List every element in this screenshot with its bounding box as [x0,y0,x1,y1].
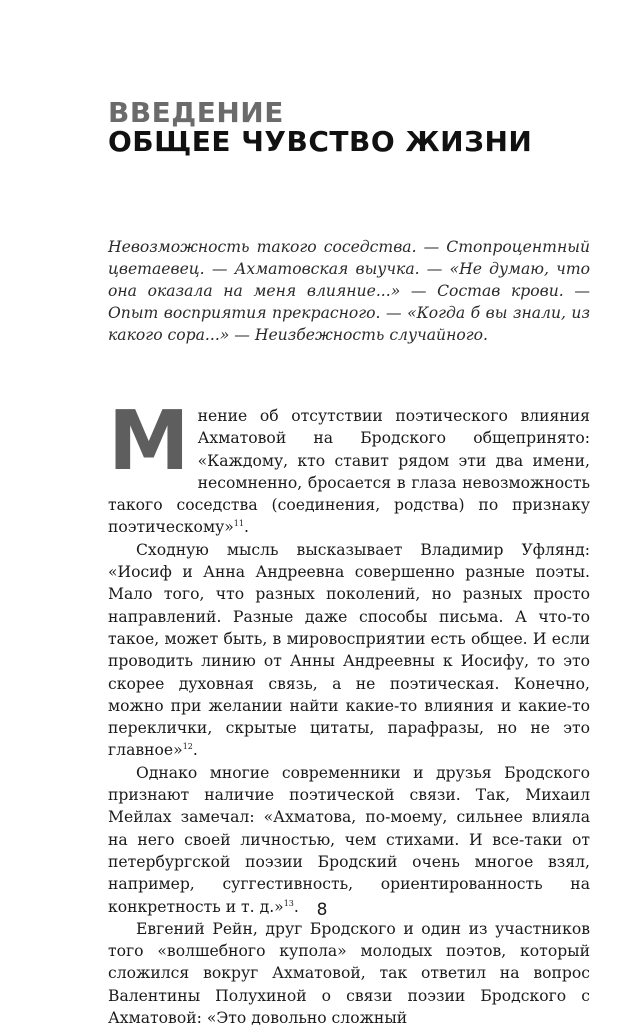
footnote-ref-11: 11 [233,519,244,529]
chapter-label: ВВЕДЕНИЕ [108,96,284,129]
footnote-ref-12: 12 [182,742,193,752]
paragraph-1 [108,394,590,539]
paragraph-3 [108,762,590,918]
paragraph-4-text: Евгений Рейн, друг Бродского и один из участников того «волшебного купола» молодых поэтов, который сложился вокруг Ахматовой, так ответил на вопрос Валентины Полухиной о связи поэзии Бродского с Ахматовой: «Это довольно сложный [108,919,590,1028]
body-text [108,394,590,1029]
paragraph-2-text: Сходную мысль высказывает Владимир Уфлянд: «Иосиф и Анна Андреевна совершенно разные поэты. Мало того, что разных поколений, но разных просто направлений. Разные даже способы письма. А что-то такое, может быть, в мировосприятии есть общее. И если проводить линию от Анны Андреевны к Иосифу, то это скорее духовная связь, а не поэтическая. Конечно, можно при желании найти какие-то влияния и какие-то переклички, скрытые цитаты, парафразы, но не это главное» [108,540,590,760]
paragraph-3-text: Однако многие современники и друзья Бродского признают наличие поэтической связи. Так, Михаил Мейлах замечал: «Ахматова, по-моему, сильнее влияла на него своей личностью, чем стихами. И все-таки от петербургской поэзии Бродский очень многое взял, например, суггестивность, ориентированность на конкретность и т. д.» [108,763,590,916]
paragraph-2-end: . [192,741,198,760]
drop-cap: М [108,394,190,489]
chapter-title: ОБЩЕЕ ЧУВСТВО ЖИЗНИ [108,125,533,158]
paragraph-4 [108,918,590,1029]
page-number: 8 [316,900,328,920]
footnote-ref-13: 13 [283,898,294,908]
paragraph-1-text: нение об отсутствии поэтического влияния Ахматовой на Бродского общепринято: «Каждому, кто ставит рядом эти два имени, несомненно, бросается в глаза невозможность такого соседства (соединения, родства) по признаку поэтическому» [108,407,590,537]
chapter-epigraph: Невозможность такого соседства. — Стопроцентный цветаевец. — Ахматовская выучка. — «Не думаю, что она оказала на меня влияние...» — Состав крови. — Опыт восприятия прекрасного. — «Когда б вы знали, из какого сора...» — Неизбежность случайного. [108,238,590,344]
paragraph-3-end: . [293,897,299,916]
paragraph-1-end: . [243,518,249,537]
paragraph-2 [108,539,590,762]
chapter-heading [108,98,588,156]
